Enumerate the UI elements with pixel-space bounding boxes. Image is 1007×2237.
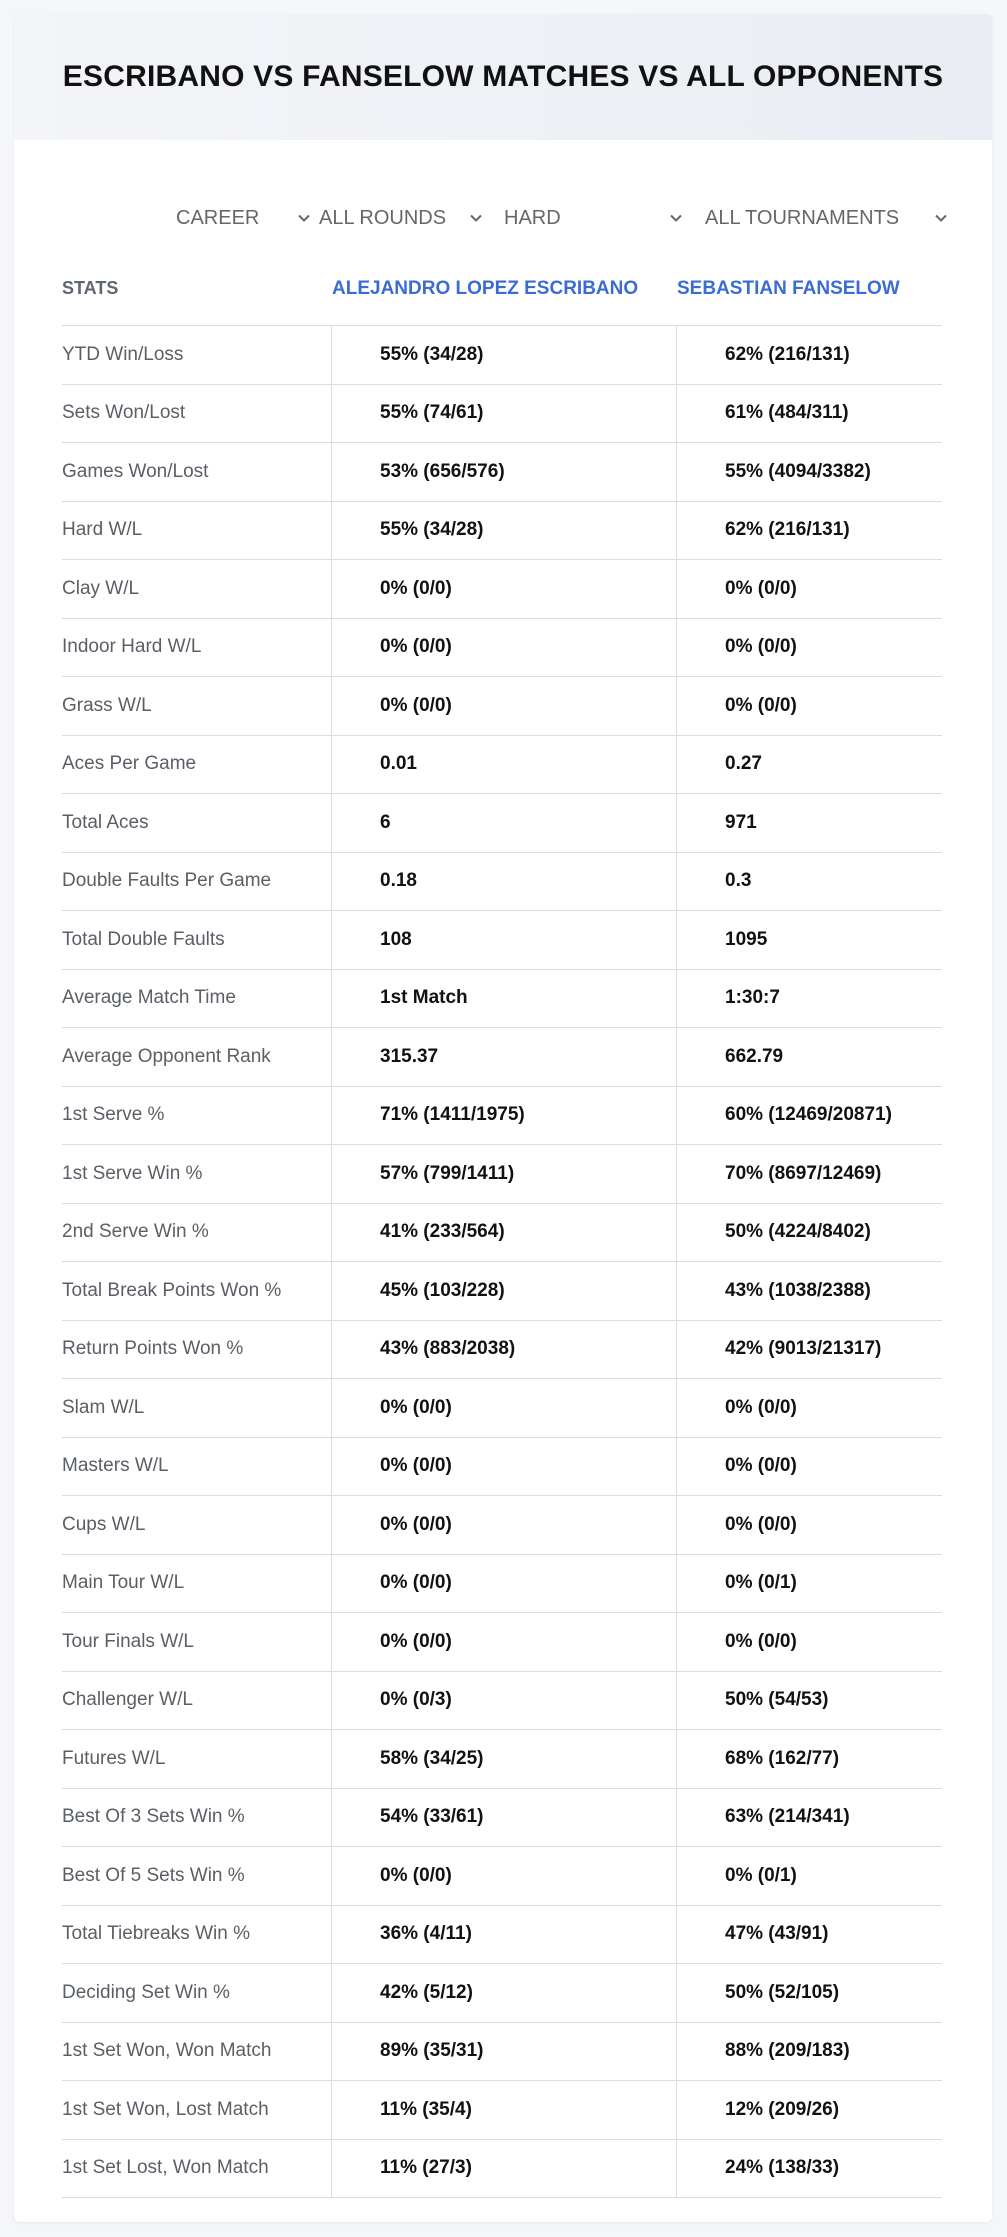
round-select-value: ALL ROUNDS — [319, 206, 447, 229]
stat-label: Sets Won/Lost — [62, 385, 332, 443]
player1-stat-value: 42% (5/12) — [332, 1964, 677, 2022]
table-row — [62, 1906, 942, 1965]
player1-stat-value: 43% (883/2038) — [332, 1321, 677, 1379]
player1-stat-value: 71% (1411/1975) — [332, 1087, 677, 1145]
player2-stat-value: 47% (43/91) — [725, 1923, 829, 1945]
player1-stat-value: 0% (0/3) — [332, 1672, 677, 1730]
stat-label: Games Won/Lost — [62, 443, 332, 501]
player2-stat-value: 1095 — [725, 928, 768, 950]
player1-stat-value: 55% (74/61) — [332, 385, 677, 443]
player2-stat-value: 0% (0/0) — [725, 636, 797, 658]
player1-stat-value: 89% (35/31) — [332, 2023, 677, 2081]
table-row — [62, 560, 942, 619]
player1-stat-value: 57% (799/1411) — [332, 1145, 677, 1203]
player2-stat-value: 0% (0/0) — [725, 1513, 797, 1535]
player2-stat-value: 50% (4224/8402) — [725, 1221, 871, 1243]
stat-label: Total Double Faults — [62, 911, 332, 969]
player2-stat-value: 60% (12469/20871) — [725, 1104, 892, 1126]
player1-stat-value: 0.01 — [332, 736, 677, 794]
table-row — [62, 1496, 942, 1555]
stats-column-header: STATS — [62, 278, 119, 298]
player1-stat-value: 11% (35/4) — [332, 2081, 677, 2139]
player1-stat-value: 0% (0/0) — [332, 1496, 677, 1554]
table-row — [62, 1028, 942, 1087]
table-row — [62, 2081, 942, 2140]
stat-label: 1st Serve % — [62, 1087, 332, 1145]
stat-label: Return Points Won % — [62, 1321, 332, 1379]
player2-stat-value: 50% (52/105) — [725, 1981, 840, 2003]
stat-label: 1st Set Won, Won Match — [62, 2023, 332, 2081]
player2-stat-value: 50% (54/53) — [725, 1689, 829, 1711]
tournament-select-value: ALL TOURNAMENTS — [705, 206, 900, 229]
chevron-down-icon — [933, 210, 949, 226]
player2-stat-value: 55% (4094/3382) — [725, 460, 871, 482]
table-row — [62, 2140, 942, 2199]
table-header — [62, 252, 942, 326]
table-row — [62, 970, 942, 1029]
player2-stat-value: 61% (484/311) — [725, 402, 849, 424]
page-title: ESCRIBANO VS FANSELOW MATCHES VS ALL OPPONENTS — [62, 60, 944, 93]
table-row — [62, 736, 942, 795]
player2-stat-value: 0.27 — [725, 753, 762, 775]
player1-stat-value: 45% (103/228) — [332, 1262, 677, 1320]
table-row — [62, 794, 942, 853]
stat-label: Masters W/L — [62, 1438, 332, 1496]
period-select-value: CAREER — [176, 206, 260, 229]
player2-stat-value: 0.3 — [725, 870, 752, 892]
stat-label: Total Tiebreaks Win % — [62, 1906, 332, 1964]
player2-stat-value: 70% (8697/12469) — [725, 1162, 882, 1184]
player2-stat-value: 12% (209/26) — [725, 2098, 840, 2120]
player1-stat-value: 54% (33/61) — [332, 1789, 677, 1847]
stat-label: Slam W/L — [62, 1379, 332, 1437]
stat-label: 1st Set Won, Lost Match — [62, 2081, 332, 2139]
table-row — [62, 502, 942, 561]
player1-stat-value: 0% (0/0) — [332, 1613, 677, 1671]
player2-stat-value: 0% (0/0) — [725, 1630, 797, 1652]
chevron-down-icon — [468, 210, 484, 226]
period-select[interactable] — [176, 194, 312, 242]
player2-stat-value: 0% (0/0) — [725, 694, 797, 716]
player2-stat-value: 88% (209/183) — [725, 2040, 850, 2062]
player2-stat-value: 662.79 — [725, 1045, 784, 1067]
table-row — [62, 1145, 942, 1204]
chevron-down-icon — [668, 210, 684, 226]
stat-label: 1st Set Lost, Won Match — [62, 2140, 332, 2198]
player1-stat-value: 6 — [332, 794, 677, 852]
stat-label: Challenger W/L — [62, 1672, 332, 1730]
round-select[interactable] — [319, 194, 484, 242]
table-row — [62, 1321, 942, 1380]
player1-stat-value: 0.18 — [332, 853, 677, 911]
stat-label: Total Break Points Won % — [62, 1262, 332, 1320]
player1-stat-value: 1st Match — [332, 970, 677, 1028]
player2-stat-value: 0% (0/1) — [725, 1572, 797, 1594]
table-row — [62, 326, 942, 385]
stat-label: Futures W/L — [62, 1730, 332, 1788]
player1-stat-value: 55% (34/28) — [332, 326, 677, 384]
table-row — [62, 1789, 942, 1848]
stats-card — [14, 14, 992, 2222]
player2-stat-value: 42% (9013/21317) — [725, 1338, 882, 1360]
stat-label: Hard W/L — [62, 502, 332, 560]
stat-label: Total Aces — [62, 794, 332, 852]
player2-stat-value: 24% (138/33) — [725, 2157, 840, 2179]
player2-stat-value: 63% (214/341) — [725, 1806, 850, 1828]
player2-stat-value: 43% (1038/2388) — [725, 1279, 871, 1301]
stat-label: Double Faults Per Game — [62, 853, 332, 911]
stat-label: Deciding Set Win % — [62, 1964, 332, 2022]
stat-label: Aces Per Game — [62, 736, 332, 794]
table-row — [62, 1379, 942, 1438]
page-header — [14, 14, 992, 140]
player1-stat-value: 0% (0/0) — [332, 1438, 677, 1496]
stat-label: Indoor Hard W/L — [62, 619, 332, 677]
stat-label: Tour Finals W/L — [62, 1613, 332, 1671]
table-row — [62, 1964, 942, 2023]
player1-link[interactable]: ALEJANDRO LOPEZ ESCRIBANO — [332, 277, 639, 299]
table-row — [62, 1204, 942, 1263]
table-row — [62, 1262, 942, 1321]
player2-stat-value: 62% (216/131) — [725, 519, 850, 541]
player1-stat-value: 0% (0/0) — [332, 677, 677, 735]
table-row — [62, 443, 942, 502]
player1-stat-value: 108 — [332, 911, 677, 969]
player2-stat-value: 971 — [725, 811, 757, 833]
player2-stat-value: 62% (216/131) — [725, 343, 850, 365]
player1-stat-value: 315.37 — [332, 1028, 677, 1086]
tournament-select[interactable] — [705, 194, 949, 242]
table-row — [62, 1730, 942, 1789]
table-row — [62, 1555, 942, 1614]
stat-label: Best Of 5 Sets Win % — [62, 1847, 332, 1905]
stat-label: 1st Serve Win % — [62, 1145, 332, 1203]
player1-stat-value: 0% (0/0) — [332, 1555, 677, 1613]
table-row — [62, 1438, 942, 1497]
player2-stat-value: 0% (0/0) — [725, 577, 797, 599]
chevron-down-icon — [296, 210, 312, 226]
player1-stat-value: 11% (27/3) — [332, 2140, 677, 2198]
surface-select-value: HARD — [504, 206, 561, 229]
table-row — [62, 385, 942, 444]
stat-label: Best Of 3 Sets Win % — [62, 1789, 332, 1847]
table-row — [62, 677, 942, 736]
player1-stat-value: 0% (0/0) — [332, 619, 677, 677]
table-row — [62, 853, 942, 912]
table-row — [62, 1672, 942, 1731]
player1-stat-value: 0% (0/0) — [332, 1847, 677, 1905]
stat-label: Clay W/L — [62, 560, 332, 618]
table-row — [62, 1087, 942, 1146]
player1-stat-value: 55% (34/28) — [332, 502, 677, 560]
stat-label: Average Match Time — [62, 970, 332, 1028]
table-row — [62, 1613, 942, 1672]
player2-stat-value: 0% (0/0) — [725, 1396, 797, 1418]
table-row — [62, 911, 942, 970]
stat-label: Average Opponent Rank — [62, 1028, 332, 1086]
player1-stat-value: 41% (233/564) — [332, 1204, 677, 1262]
player1-stat-value: 58% (34/25) — [332, 1730, 677, 1788]
stat-label: 2nd Serve Win % — [62, 1204, 332, 1262]
player2-stat-value: 0% (0/0) — [725, 1455, 797, 1477]
filter-bar — [14, 194, 992, 242]
player1-stat-value: 0% (0/0) — [332, 560, 677, 618]
player2-stat-value: 68% (162/77) — [725, 1747, 840, 1769]
player1-stat-value: 36% (4/11) — [332, 1906, 677, 1964]
player2-stat-value: 1:30:7 — [725, 987, 780, 1009]
stat-label: YTD Win/Loss — [62, 326, 332, 384]
table-row — [62, 619, 942, 678]
stat-label: Main Tour W/L — [62, 1555, 332, 1613]
table-row — [62, 1847, 942, 1906]
stat-label: Grass W/L — [62, 677, 332, 735]
player2-stat-value: 0% (0/1) — [725, 1864, 797, 1886]
table-row — [62, 2023, 942, 2082]
player1-stat-value: 53% (656/576) — [332, 443, 677, 501]
table-body — [62, 326, 942, 2198]
player2-link[interactable]: SEBASTIAN FANSELOW — [677, 277, 900, 299]
stats-table — [62, 252, 942, 2198]
surface-select[interactable] — [504, 194, 684, 242]
stat-label: Cups W/L — [62, 1496, 332, 1554]
player1-stat-value: 0% (0/0) — [332, 1379, 677, 1437]
